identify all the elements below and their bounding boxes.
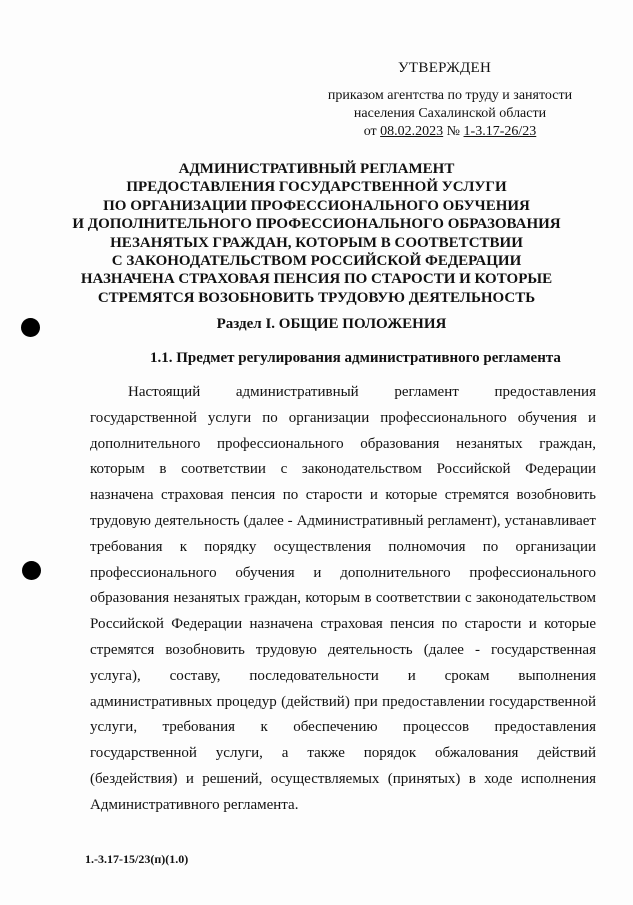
regulation-title	[60, 160, 573, 307]
approval-number: 1-3.17-26/23	[463, 124, 537, 139]
regulation-title-line: АДМИНИСТРАТИВНЫЙ РЕГЛАМЕНТ	[178, 161, 455, 177]
approval-number-prefix: №	[443, 124, 464, 139]
regulation-title-line: ПРЕДОСТАВЛЕНИЯ ГОСУДАРСТВЕННОЙ УСЛУГИ	[126, 179, 507, 196]
regulation-title-line: НЕЗАНЯТЫХ ГРАЖДАН, КОТОРЫМ В СООТВЕТСТВИИ	[110, 234, 523, 251]
document-footer-code: 1.-3.17-15/23(п)(1.0)	[85, 852, 189, 866]
regulation-title-line: ПО ОРГАНИЗАЦИИ ПРОФЕССИОНАЛЬНОГО ОБУЧЕНИЯ	[103, 197, 530, 214]
section-title: Раздел I. ОБЩИЕ ПОЛОЖЕНИЯ	[216, 316, 447, 332]
subsection-title: 1.1. Предмет регулирования административного регламента	[150, 350, 561, 366]
regulation-title-line: НАЗНАЧЕНА СТРАХОВАЯ ПЕНСИЯ ПО СТАРОСТИ И КОТОРЫЕ	[80, 271, 553, 288]
approval-stamp-title: УТВЕРЖДЕН	[398, 60, 492, 76]
approval-date: 08.02.2023	[380, 124, 444, 139]
approval-date-number-line	[310, 124, 590, 140]
regulation-title-line: СТРЕМЯТСЯ ВОЗОБНОВИТЬ ТРУДОВУЮ ДЕЯТЕЛЬНОСТЬ	[97, 289, 536, 306]
approval-date-prefix: от	[363, 124, 381, 139]
regulation-title-line: С ЗАКОНОДАТЕЛЬСТВОМ РОССИЙСКОЙ ФЕДЕРАЦИИ	[111, 253, 522, 270]
body-paragraph: Настоящий административный регламент предоставления государственной услуги по организации профессионального обучения и дополнительного профессионального образования незанятых граждан, которым в соответствии с законодательством Российской Федерации назначена страховая пенсия по старости и которые стремятся возобновить трудовую деятельность (далее - Административный регламент), устанавливает требования к порядку осуществления полномочия по организации профессионального обучения и дополнительного профессионального образования незанятых граждан, которым в соответствии с законодательством Российской Федерации назначена страховая пенсия по старости и которые стремятся возобновить трудовую деятельность (далее - государственная услуга), составу, последовательности и срокам выполнения административных процедур (действий) при предоставлении государственной услуги, требования к обеспечению процессов предоставления государственной услуги, а также порядок обжалования действий (бездействия) и решений, осуществляемых (принятых) в ходе исполнения Административного регламента.	[90, 384, 596, 813]
punch-hole-bottom	[22, 561, 41, 580]
approval-agency-line: населения Сахалинской области	[353, 106, 547, 121]
approval-order-line: приказом агентства по труду и занятости	[327, 88, 573, 103]
regulation-title-line: И ДОПОЛНИТЕЛЬНОГО ПРОФЕССИОНАЛЬНОГО ОБРАЗОВАНИЯ	[72, 216, 561, 233]
